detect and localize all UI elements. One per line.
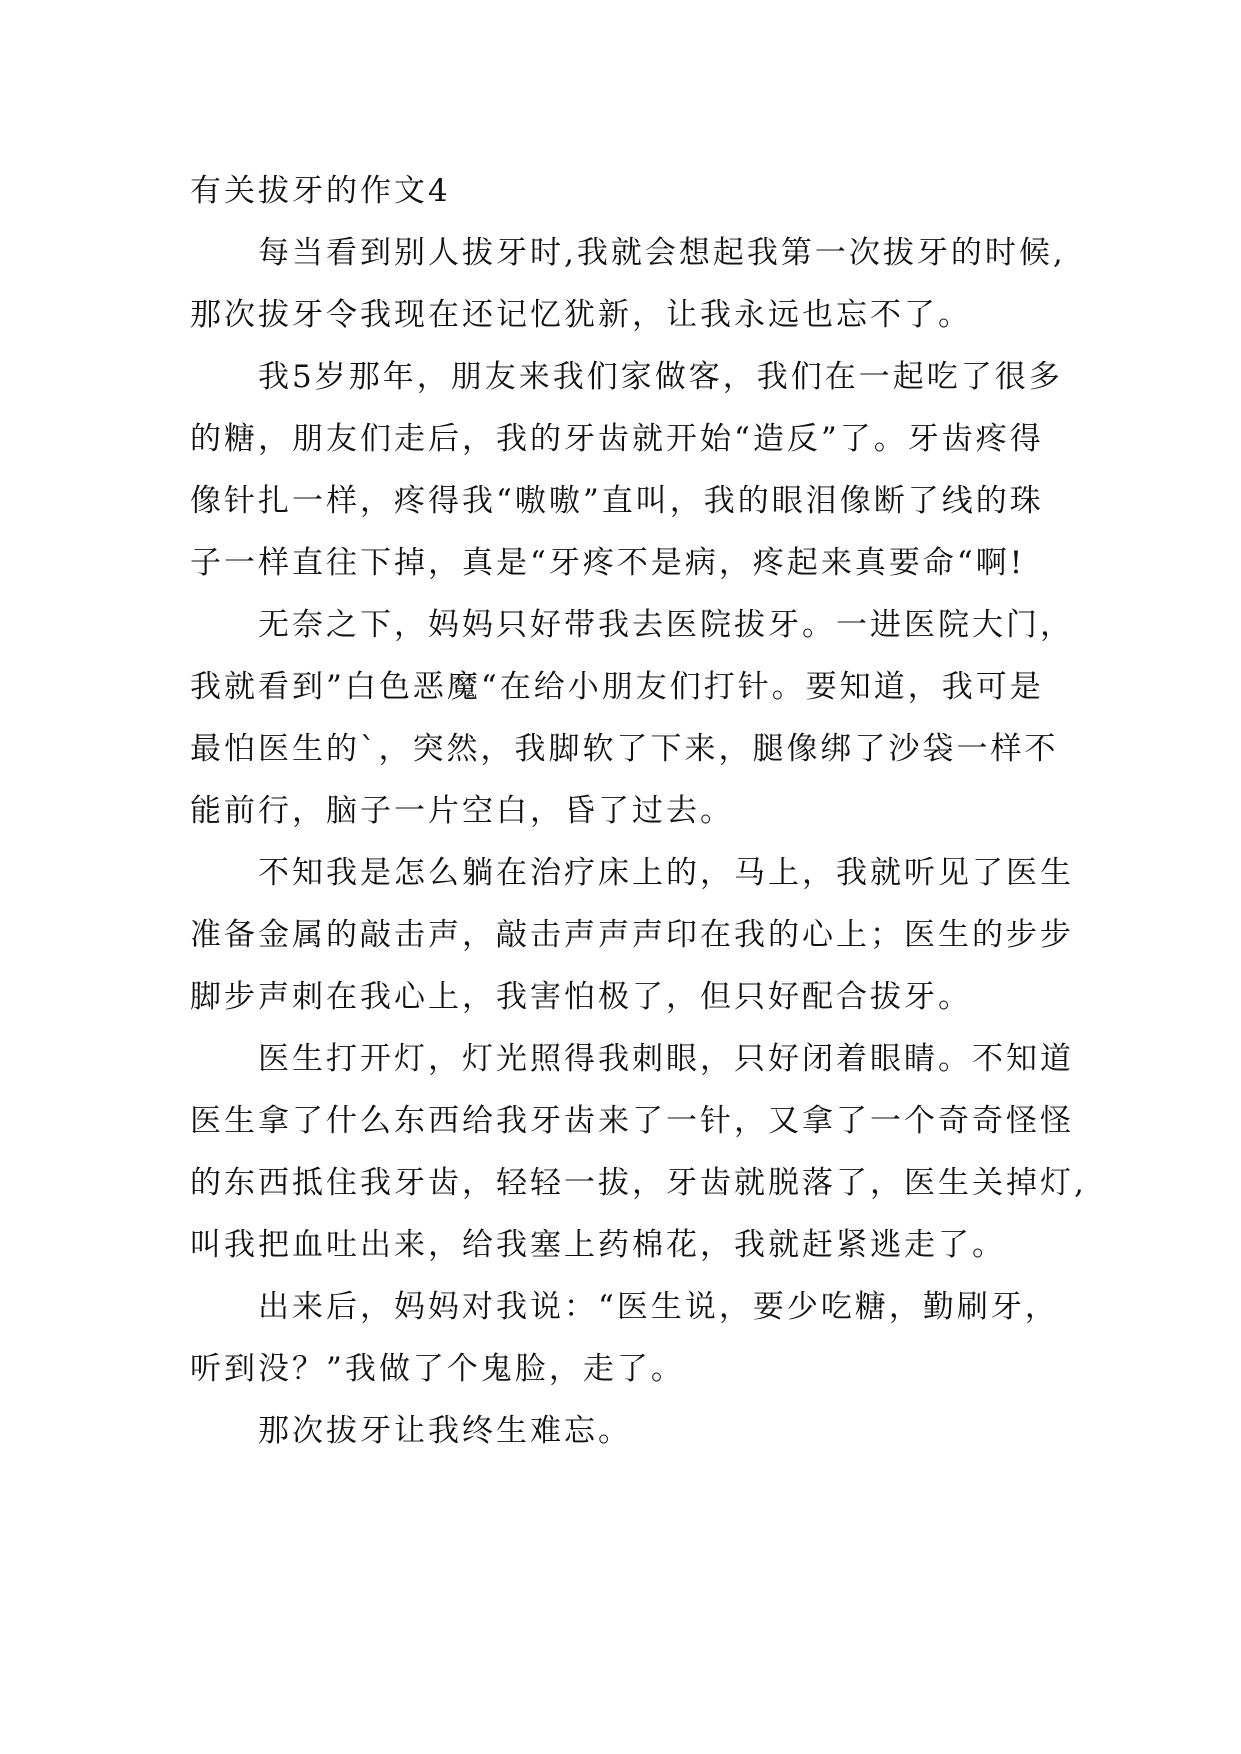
paragraph-line: 能前行，脑子一片空白，昏了过去。 (190, 793, 734, 829)
paragraph-line: 每当看到别人拔牙时,我就会想起我第一次拔牙的时候, (258, 235, 1066, 271)
paragraph-line: 出来后，妈妈对我说：“医生说，要少吃糖，勤刷牙， (258, 1289, 1059, 1325)
paragraph-line: 听到没？”我做了个鬼脸，走了。 (190, 1351, 685, 1387)
paragraph-line: 脚步声刺在我心上，我害怕极了，但只好配合拔牙。 (190, 979, 972, 1015)
paragraph-line: 医生打开灯，灯光照得我刺眼，只好闭着眼睛。不知道 (258, 1041, 1074, 1077)
paragraph-line: 子一样直往下掉，真是“牙疼不是病，疼起来真要命“啊! (190, 545, 1026, 581)
paragraph-line: 的东西抵住我牙齿，轻轻一拔，牙齿就脱落了，医生关掉灯, (190, 1165, 1087, 1201)
paragraph-line: 最怕医生的`，突然，我脚软了下来，腿像绑了沙袋一样不 (190, 731, 1059, 767)
paragraph-line: 叫我把血吐出来，给我塞上药棉花，我就赶紧逃走了。 (190, 1227, 1006, 1263)
paragraph-line: 不知我是怎么躺在治疗床上的，马上，我就听见了医生 (258, 855, 1074, 891)
paragraph-line: 医生拿了什么东西给我牙齿来了一针，又拿了一个奇奇怪怪 (190, 1103, 1074, 1139)
document-body (190, 160, 1090, 1462)
paragraph-line: 准备金属的敲击声，敲击声声声印在我的心上；医生的步步 (190, 917, 1074, 953)
paragraph-line: 无奈之下，妈妈只好带我去医院拔牙。一进医院大门， (258, 607, 1074, 643)
paragraph-line: 我就看到”白色恶魔“在给小朋友们打针。要知道，我可是 (190, 669, 1044, 705)
paragraph-line: 的糖，朋友们走后，我的牙齿就开始“造反”了。牙齿疼得 (190, 421, 1044, 457)
document-title: 有关拔牙的作文4 (190, 173, 451, 209)
paragraph-line: 那次拔牙让我终生难忘。 (258, 1413, 632, 1449)
paragraph-line: 我5岁那年，朋友来我们家做客，我们在一起吃了很多 (258, 359, 1063, 395)
paragraph-line: 像针扎一样，疼得我“嗷嗷”直叫，我的眼泪像断了线的珠 (190, 483, 1044, 519)
paragraph-line: 那次拔牙令我现在还记忆犹新，让我永远也忘不了。 (190, 297, 972, 333)
